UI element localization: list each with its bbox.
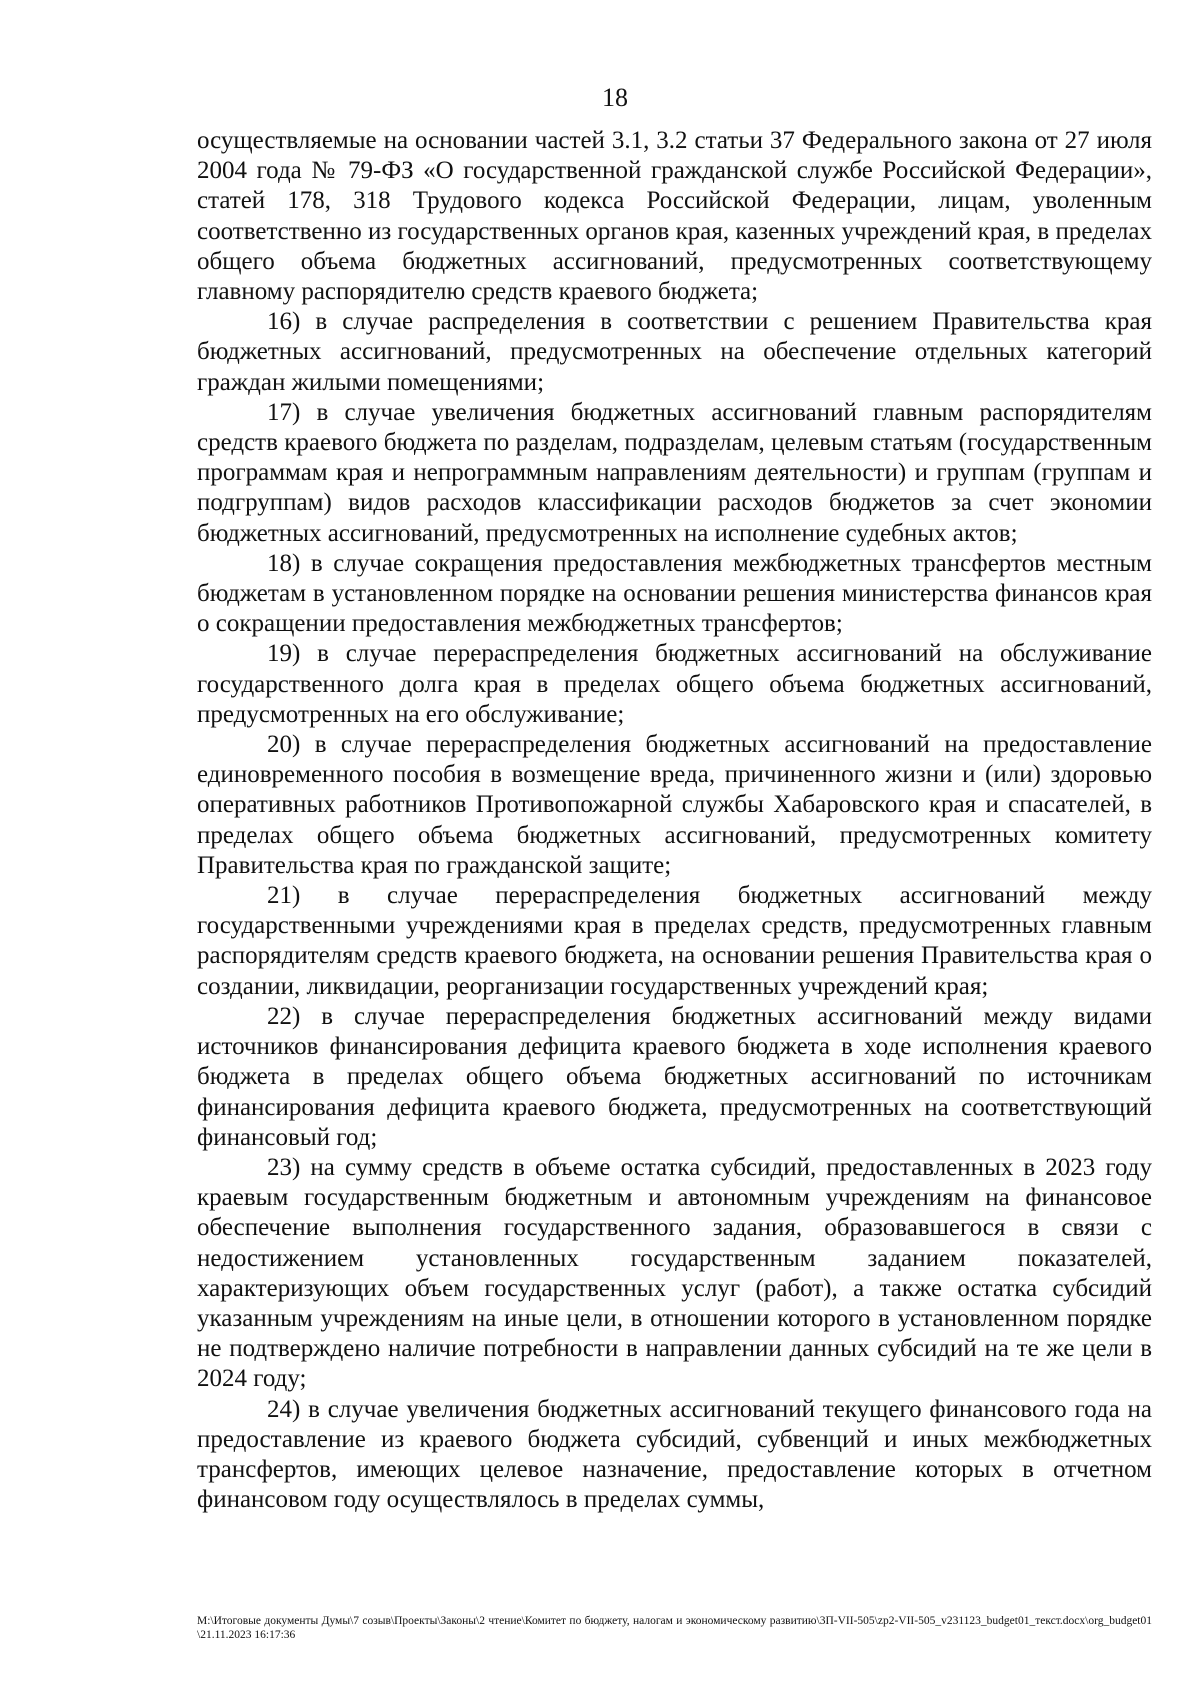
paragraph-item-16: 16) в случае распределения в соответствии с решением Правительства края бюджетных ассигнований, предусмотренных на обеспечение отдельных категорий граждан жилыми помещениями; (197, 308, 1152, 396)
paragraph-item-18: 18) в случае сокращения предоставления межбюджетных трансфертов местным бюджетам в установленном порядке на основании решения министерства финансов края о сокращении предоставления межбюджетных трансфертов; (197, 549, 1152, 638)
paragraph-continuation: осуществляемые на основании частей 3.1, 3.2 статьи 37 Федерального закона от 27 июля 2004 года № 79-ФЗ «О государственной гражданской службе Российской Федерации», статей 178, 318 Трудового кодекса Российской Федерации, лицам, уволенным соответственно из государственных органов края, казенных учреждений края, в пределах общего объема бюджетных ассигнований, предусмотренных соответствующему главному распорядителю средств краевого бюджета; (197, 127, 1152, 306)
file-path-footer: M:\Итоговые документы Думы\7 созыв\Проекты\Законы\2 чтение\Комитет по бюджету, налогам и экономическому развитию\3П-VII-505\zp2-VII-505_v231123_budget01_текст.docx\org_budget01\21.11.2023 16:17:36 (197, 1615, 1152, 1641)
paragraph-item-17: 17) в случае увеличения бюджетных ассигнований главным распорядителям средств краевого бюджета по разделам, подразделам, целевым статьям (государственным программам края и непрограммным направлениям деятельности) и группам (группам и подгруппам) видов расходов классификации расходов бюджетов за счет экономии бюджетных ассигнований, предусмотренных на исполнение судебных актов; (197, 398, 1152, 547)
paragraph-item-19: 19) в случае перераспределения бюджетных ассигнований на обслуживание государственного долга края в пределах общего объема бюджетных ассигнований, предусмотренных на его обслуживание; (197, 640, 1152, 728)
paragraph-item-21: 21) в случае перераспределения бюджетных ассигнований между государственными учреждениями края в пределах средств, предусмотренных главным распорядителям средств краевого бюджета, на основании решения Правительства края о создании, ликвидации, реорганизации государственных учреждений края; (197, 882, 1152, 1000)
paragraph-item-24: 24) в случае увеличения бюджетных ассигнований текущего финансового года на предоставление из краевого бюджета субсидий, субвенций и иных межбюджетных трансфертов, имеющих целевое назначение, предоставление которых в отчетном финансовом году осуществлялось в пределах суммы, (197, 1395, 1152, 1514)
paragraph-item-22: 22) в случае перераспределения бюджетных ассигнований между видами источников финансирования дефицита краевого бюджета в ходе исполнения краевого бюджета в пределах общего объема бюджетных ассигнований по источникам финансирования дефицита краевого бюджета, предусмотренных на соответствующий финансовый год; (197, 1002, 1152, 1151)
paragraph-item-23: 23) на сумму средств в объеме остатка субсидий, предоставленных в 2023 году краевым государственным бюджетным и автономным учреждениям на финансовое обеспечение выполнения государственного задания, образовавшегося в связи с недостижением установленных государственным заданием показателей, характеризующих объем государственных услуг (работ), а также остатка субсидий указанным учреждениям на иные цели, в отношении которого в установленном порядке не подтверждено наличие потребности в направлении данных субсидий на те же цели в 2024 году; (197, 1153, 1152, 1393)
page-number: 18 (602, 83, 628, 112)
paragraph-item-20: 20) в случае перераспределения бюджетных ассигнований на предоставление единовременного пособия в возмещение вреда, причиненного жизни и (или) здоровью оперативных работников Противопожарной службы Хабаровского края и спасателей, в пределах общего объема бюджетных ассигнований, предусмотренных комитету Правительства края по гражданской защите; (197, 731, 1152, 879)
document-body (197, 126, 1152, 1515)
